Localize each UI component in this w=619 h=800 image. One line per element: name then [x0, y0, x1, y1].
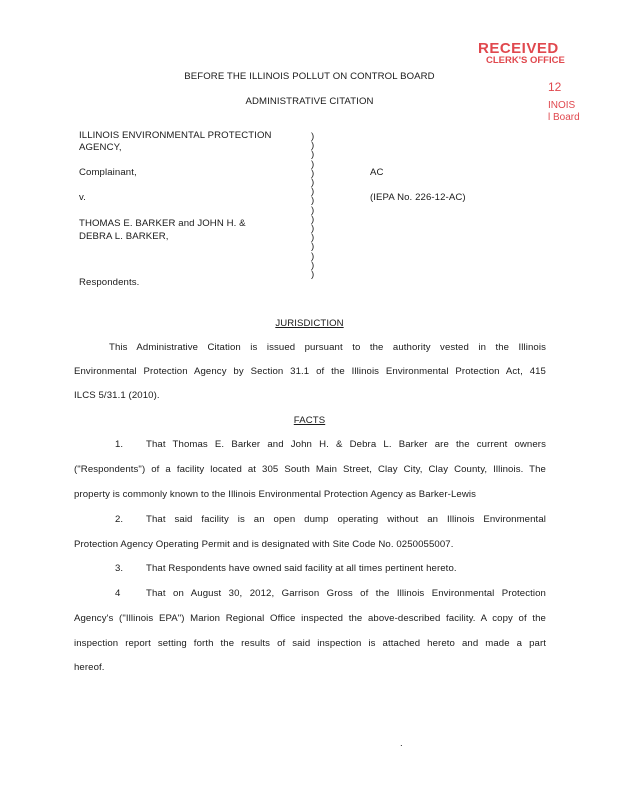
fact-4-line-1: That on August 30, 2012, Garrison Gross of the Illinois Environmental Protection — [146, 588, 546, 599]
page-footer-mark: . — [400, 738, 403, 749]
fact-1-number: 1. — [115, 439, 124, 450]
complainant-name-line-1: ILLINOIS ENVIRONMENTAL PROTECTION — [79, 130, 272, 141]
received-stamp-state: INOIS — [548, 100, 576, 111]
fact-3-line-1: That Respondents have owned said facility at all times pertinent hereto. — [146, 563, 457, 574]
fact-4-line-4: hereof. — [74, 662, 105, 673]
respondent-role: Respondents. — [79, 277, 140, 288]
caption-parentheses: ) ) ) ) ) ) ) ) ) ) ) ) ) ) ) ) — [311, 131, 315, 281]
fact-4-line-2: Agency's ("Illinois EPA") Marion Regional Office inspected the above-described facility. A copy of the — [74, 613, 546, 624]
jurisdiction-line-2: Environmental Protection Agency by Section 31.1 of the Illinois Environmental Protection Act, 415 — [74, 366, 546, 377]
respondent-name-line-1: THOMAS E. BARKER and JOHN H. & — [79, 218, 246, 229]
fact-1-line-3: property is commonly known to the Illinois Environmental Protection Agency as Barker-Lewis — [74, 489, 476, 500]
fact-4-number: 4 — [115, 588, 121, 599]
fact-4-line-3: inspection report setting forth the results of said inspection is attached hereto and made a part — [74, 638, 546, 649]
jurisdiction-heading: JURISDICTION — [275, 318, 344, 329]
received-stamp-title: RECEIVED — [478, 40, 559, 57]
fact-2-number: 2. — [115, 514, 124, 525]
received-stamp-office: CLERK'S OFFICE — [486, 55, 565, 66]
fact-2-line-2: Protection Agency Operating Permit and is designated with Site Code No. 0250055007. — [74, 539, 454, 550]
case-type: AC — [370, 167, 384, 178]
document-title: ADMINISTRATIVE CITATION — [245, 96, 374, 107]
complainant-role: Complainant, — [79, 167, 137, 178]
court-heading: BEFORE THE ILLINOIS POLLUT ON CONTROL BOARD — [184, 71, 435, 82]
jurisdiction-line-3: ILCS 5/31.1 (2010). — [74, 390, 160, 401]
facts-heading: FACTS — [293, 415, 326, 426]
fact-1-line-1: That Thomas E. Barker and John H. & Debra L. Barker are the current owners — [146, 439, 546, 450]
complainant-name-line-2: AGENCY, — [79, 142, 122, 153]
fact-3-number: 3. — [115, 563, 124, 574]
fact-2-line-1: That said facility is an open dump operating without an Illinois Environmental — [146, 514, 546, 525]
fact-1-line-2: ("Respondents") of a facility located at 305 South Main Street, Clay City, Clay County, Illinois. The — [74, 464, 546, 475]
iepa-number: (IEPA No. 226-12-AC) — [370, 192, 466, 203]
respondent-name-line-2: DEBRA L. BARKER, — [79, 231, 169, 242]
received-stamp-board: l Board — [548, 112, 580, 123]
jurisdiction-line-1: This Administrative Citation is issued pursuant to the authority vested in the Illinois — [109, 342, 546, 353]
versus: v. — [79, 192, 86, 203]
received-stamp-date: 12 — [548, 80, 562, 94]
